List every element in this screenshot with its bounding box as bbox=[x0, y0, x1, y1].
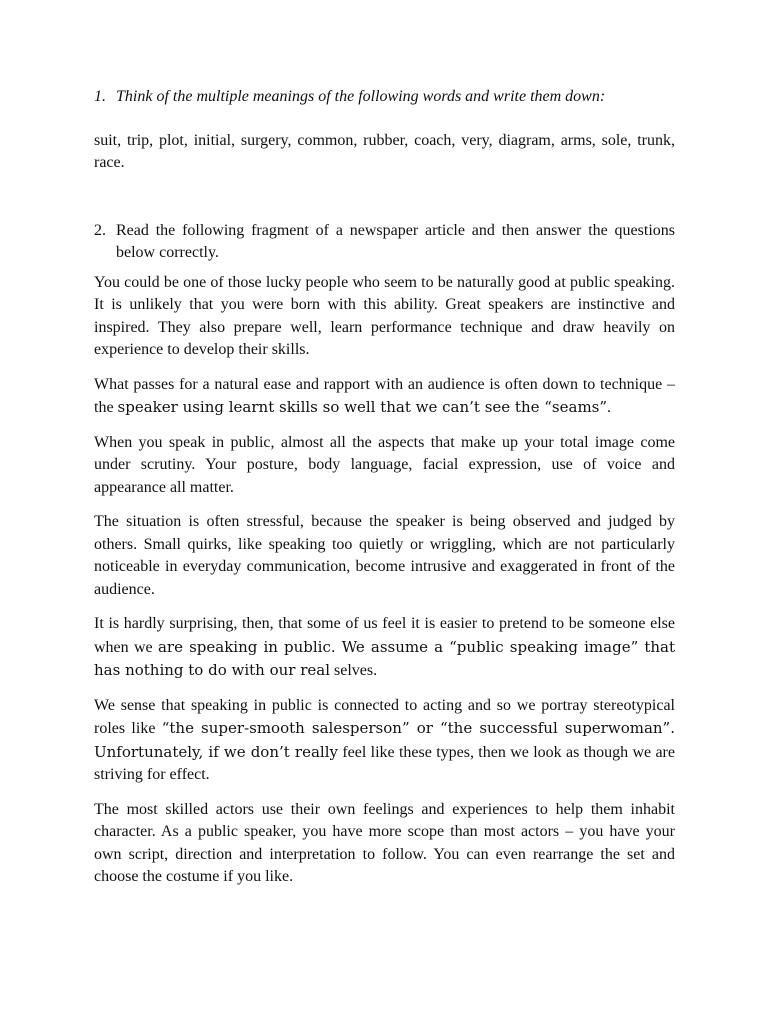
exercise-1-number: 1. bbox=[94, 88, 106, 105]
article-paragraph-6-end: feel like these types, then we look as though we are striving for effect. bbox=[94, 743, 675, 783]
document-page bbox=[94, 86, 675, 889]
article-paragraph-4: The situation is often stressful, because the speaker is being observed and judged by others. Small quirks, like speaking too quietly or wriggling, which are not particularly noticeable in everyday communication, become intrusive and exaggerated in front of the audience. bbox=[94, 513, 675, 598]
exercise-1-instruction: Think of the multiple meanings of the following words and write them down: bbox=[116, 88, 606, 105]
article-paragraph-2-end: . bbox=[607, 399, 612, 416]
article-paragraph-5-end: selves. bbox=[330, 662, 378, 679]
exercise-2 bbox=[94, 220, 675, 265]
article-paragraph-2-text: What passes for a natural ease and rapport with an audience is often down to technique – the bbox=[94, 375, 675, 416]
exercise-1 bbox=[94, 86, 675, 109]
article-fragment bbox=[94, 272, 675, 889]
article-paragraph-6-text: We sense that speaking in public is connected to acting and so we portray stereotypical roles like bbox=[94, 696, 675, 737]
article-paragraph-2 bbox=[94, 374, 675, 420]
article-paragraph-5 bbox=[94, 613, 675, 683]
article-paragraph-7: The most skilled actors use their own feelings and experiences to help them inhabit character. As a public speaker, you have more scope than most actors – you have your own script, direction and interpretation to follow. You can even rearrange the set and choose the costume if you like. bbox=[94, 800, 675, 885]
exercise-2-number: 2. bbox=[94, 221, 106, 239]
article-paragraph-2-highlight: speaker using learnt skills so well that we can’t see the “seams” bbox=[117, 398, 608, 416]
article-paragraph-1: You could be one of those lucky people who seem to be naturally good at public speaking. It is unlikely that you were born with this ability. Great speakers are instinctive and inspired. They also prepare well, learn performance technique and draw heavily on experience to develop their skills. bbox=[94, 273, 675, 358]
exercise-2-instruction: Read the following fragment of a newspaper article and then answer the questions below correctly. bbox=[116, 221, 675, 261]
word-list: suit, trip, plot, initial, surgery, common, rubber, coach, very, diagram, arms, sole, trunk, race. bbox=[94, 131, 675, 171]
article-paragraph-6 bbox=[94, 695, 675, 787]
article-paragraph-5-highlight: are speaking in public. We assume a “public speaking image” that has nothing to do with our real bbox=[94, 637, 676, 679]
article-paragraph-6-highlight: “the super-smooth salesperson” or “the successful superwoman”. Unfortunately, if we don’t really bbox=[94, 719, 675, 761]
article-paragraph-5-text: It is hardly surprising, then, that some of us feel it is easier to pretend to be someone else when we bbox=[94, 615, 675, 656]
article-paragraph-3: When you speak in public, almost all the aspects that make up your total image come under scrutiny. Your posture, body language, facial expression, use of voice and appearance all matter. bbox=[94, 433, 675, 496]
